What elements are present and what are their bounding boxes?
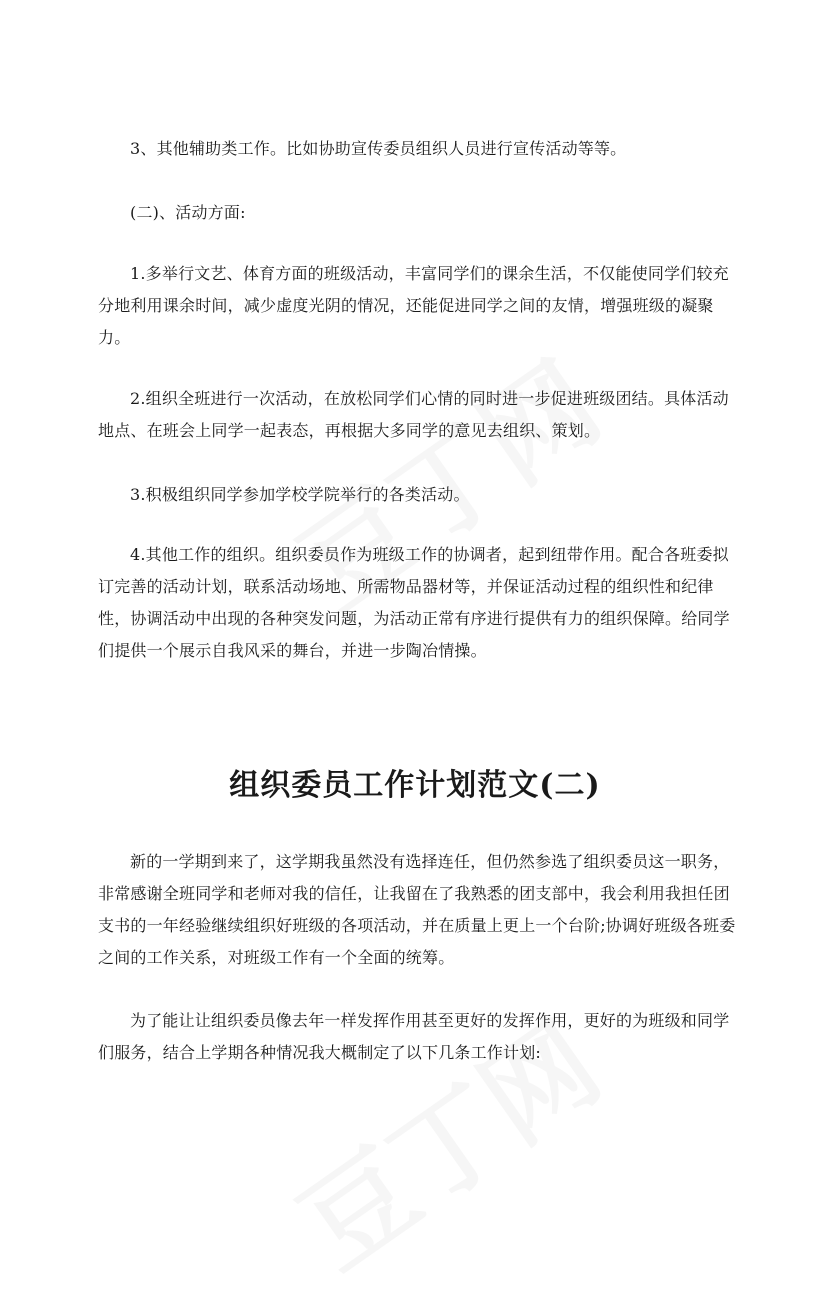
activity-item-3: 3.积极组织同学参加学校学院举行的各类活动。 [130,485,470,504]
section-title: 组织委员工作计划范文(二) [229,768,601,803]
activity-item-2: 2.组织全班进行一次活动，在放松同学们心情的同时进一步促进班级团结。具体活动地点、在班会上同学一起表态，再根据大多同学的意见去组织、策划。 [98,389,729,440]
activity-subheading: (二)、活动方面: [130,203,246,222]
activity-item-4: 4.其他工作的组织。组织委员作为班级工作的协调者，起到纽带作用。配合各班委拟订完善的活动计划，联系活动场地、所需物品器材等，并保证活动过程的组织性和纪律性，协调活动中出现的各种突发问题，为活动正常有序进行提供有力的组织保障。给同学们提供一个展示自我风采的舞台，并进一步陶冶情操。 [98,545,730,660]
intro-paragraph: 新的一学期到来了，这学期我虽然没有选择连任，但仍然参选了组织委员这一职务，非常感谢全班同学和老师对我的信任，让我留在了我熟悉的团支部中，我会利用我担任团支书的一年经验继续组织好班级的各项活动，并在质量上更上一个台阶;协调好班级各班委之间的工作关系，对班级工作有一个全面的统筹。 [98,852,736,967]
plan-paragraph: 为了能让让组织委员像去年一样发挥作用甚至更好的发挥作用，更好的为班级和同学们服务，结合上学期各种情况我大概制定了以下几条工作计划: [98,1011,730,1062]
activity-item-1: 1.多举行文艺、体育方面的班级活动，丰富同学们的课余生活，不仅能使同学们较充分地利用课余时间，减少虚度光阴的情况，还能促进同学之间的友情，增强班级的凝聚力。 [98,264,729,347]
work-item-3: 3、其他辅助类工作。比如协助宣传委员组织人员进行宣传活动等等。 [130,139,627,158]
